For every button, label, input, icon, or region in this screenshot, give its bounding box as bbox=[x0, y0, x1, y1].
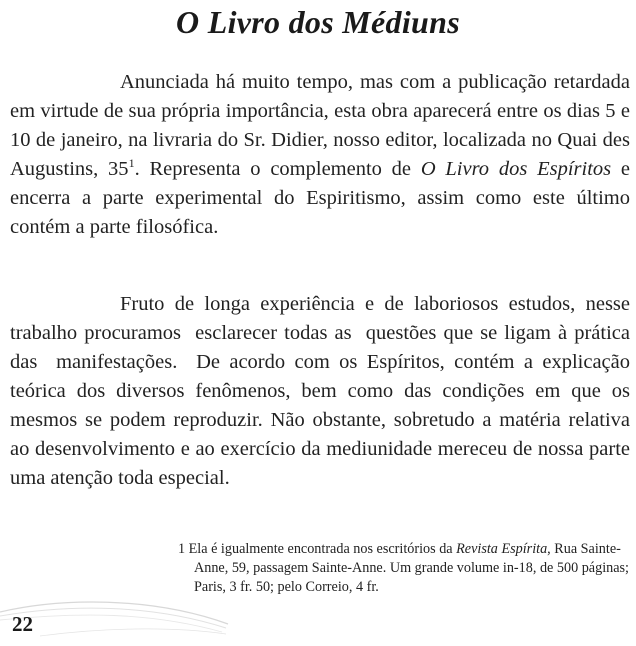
book-title-italic: O Livro dos Espíritos bbox=[420, 158, 612, 180]
paragraph-2-text: Fruto de longa experiência e de laboriosos estudos, nesse trabalho procuramos esclarecer todas as questões que se ligam à prática das manifestações. De acordo com os Espíritos, contém a explicação teórica dos diversos fenômenos, bem como das condições em que os mesmos se podem reproduzir. Não obstante, sobretudo a matéria relativa ao desenvolvimento e ao exercício da mediunidade mereceu de nossa parte uma atenção toda especial. bbox=[10, 293, 636, 489]
paragraph-1 bbox=[10, 68, 630, 242]
footnote bbox=[178, 540, 630, 597]
footnote-number: 1 bbox=[178, 541, 186, 557]
page-number: 22 bbox=[12, 612, 33, 636]
paragraph-1-part-1: Anunciada há muito tempo, mas com a publicação retardada em virtude de sua própria importância, esta obra aparecerá entre os dias 5 e 10 de janeiro, na livraria do Sr. Didier, nosso editor, localizada no Quai des Augustins, 35 bbox=[10, 71, 630, 180]
paragraph-1-part-3: e encerra a parte experimental do Espiritismo, assim como este último contém a parte filosófica. bbox=[10, 158, 630, 238]
paragraph-1-text bbox=[10, 68, 630, 242]
page-title: O Livro dos Médiuns bbox=[176, 4, 460, 40]
footnote-text bbox=[178, 540, 630, 597]
footnote-part-2: , Rua Sainte-Anne, 59, passagem Sainte-Anne. Um grande volume in-18, de 500 páginas; Paris, 3 fr. 50; pelo Correio, 4 fr. bbox=[194, 541, 629, 595]
footnote-reference: 1 bbox=[128, 156, 135, 170]
paragraph-1-part-2: . Representa o complemento de bbox=[134, 158, 421, 180]
footnote-part-1: Ela é igualmente encontrada nos escritórios da bbox=[185, 541, 457, 557]
decorative-swoosh bbox=[0, 590, 230, 640]
journal-title-italic: Revista Espírita bbox=[456, 541, 548, 557]
paragraph-2 bbox=[10, 290, 636, 493]
